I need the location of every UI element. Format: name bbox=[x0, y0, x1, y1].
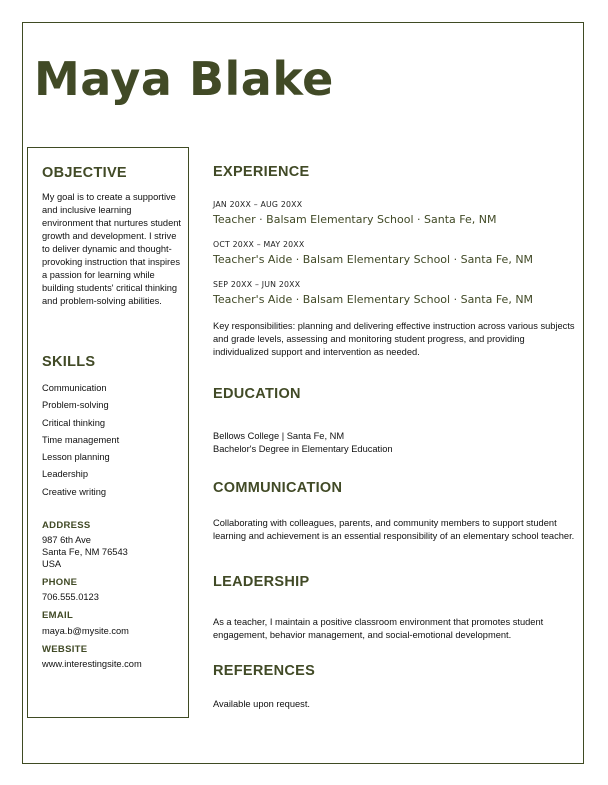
skill-item: Problem-solving bbox=[42, 400, 109, 411]
communication-heading: COMMUNICATION bbox=[213, 480, 343, 496]
skill-item: Communication bbox=[42, 383, 107, 393]
job-title: Teacher's Aide · Balsam Elementary School · Santa Fe, NM bbox=[213, 253, 534, 266]
candidate-name: Maya Blake bbox=[34, 52, 334, 106]
references-text: Available upon request. bbox=[213, 699, 310, 709]
job-title: Teacher · Balsam Elementary School · Santa Fe, NM bbox=[213, 213, 497, 226]
leadership-text: As a teacher, I maintain a positive classroom environment that promotes student engagement, behavior management, and social-emotional development. bbox=[213, 617, 544, 640]
skill-item: Time management bbox=[42, 434, 120, 445]
address-heading: ADDRESS bbox=[42, 520, 91, 531]
skill-item: Creative writing bbox=[42, 486, 107, 497]
communication-text: Collaborating with colleagues, parents, and community members to support student learning and achievement is an essential responsibility of an elementary school teacher. bbox=[213, 518, 575, 541]
email-link[interactable]: maya.b@mysite.com bbox=[42, 626, 129, 636]
references-heading: REFERENCES bbox=[213, 663, 316, 679]
phone-value: 706.555.0123 bbox=[42, 592, 99, 602]
phone-heading: PHONE bbox=[42, 577, 78, 588]
skill-item: Lesson planning bbox=[42, 452, 110, 463]
address-line-2: Santa Fe, NM 76543 bbox=[42, 547, 128, 557]
sidebar bbox=[27, 147, 189, 718]
education-heading: EDUCATION bbox=[213, 386, 301, 402]
website-link[interactable]: www.interestingsite.com bbox=[42, 659, 142, 669]
email-heading: EMAIL bbox=[42, 610, 74, 621]
address-line-3: USA bbox=[42, 559, 62, 569]
objective-heading: OBJECTIVE bbox=[42, 165, 127, 181]
skills-list bbox=[42, 380, 119, 501]
job-dates: OCT 20XX – MAY 20XX bbox=[213, 240, 305, 249]
website-heading: WEBSITE bbox=[42, 644, 88, 655]
experience-heading: EXPERIENCE bbox=[213, 164, 310, 180]
job-title: Teacher's Aide · Balsam Elementary School · Santa Fe, NM bbox=[213, 293, 534, 306]
education-degree: Bachelor's Degree in Elementary Education bbox=[213, 444, 393, 454]
objective-text: My goal is to create a supportive and inclusive learning environment that nurtures student growth and development. I strive to deliver dynamic and thought-provoking instruction that inspires a passion for learning while building students' critical thinking and problem-solving abilities. bbox=[42, 192, 182, 306]
responsibilities-text: Key responsibilities: planning and delivering effective instruction across various subjects and grade levels, assessing and monitoring student progress, and providing individualized support and intervention as needed. bbox=[213, 321, 575, 357]
leadership-heading: LEADERSHIP bbox=[213, 574, 310, 590]
skill-item: Critical thinking bbox=[42, 417, 106, 428]
address-line-1: 987 6th Ave bbox=[42, 535, 91, 545]
education-school: Bellows College | Santa Fe, NM bbox=[213, 431, 345, 441]
job-dates: JAN 20XX – AUG 20XX bbox=[213, 200, 303, 209]
skill-item: Leadership bbox=[42, 469, 89, 480]
skills-heading: SKILLS bbox=[42, 354, 96, 370]
job-dates: SEP 20XX – JUN 20XX bbox=[213, 280, 301, 289]
